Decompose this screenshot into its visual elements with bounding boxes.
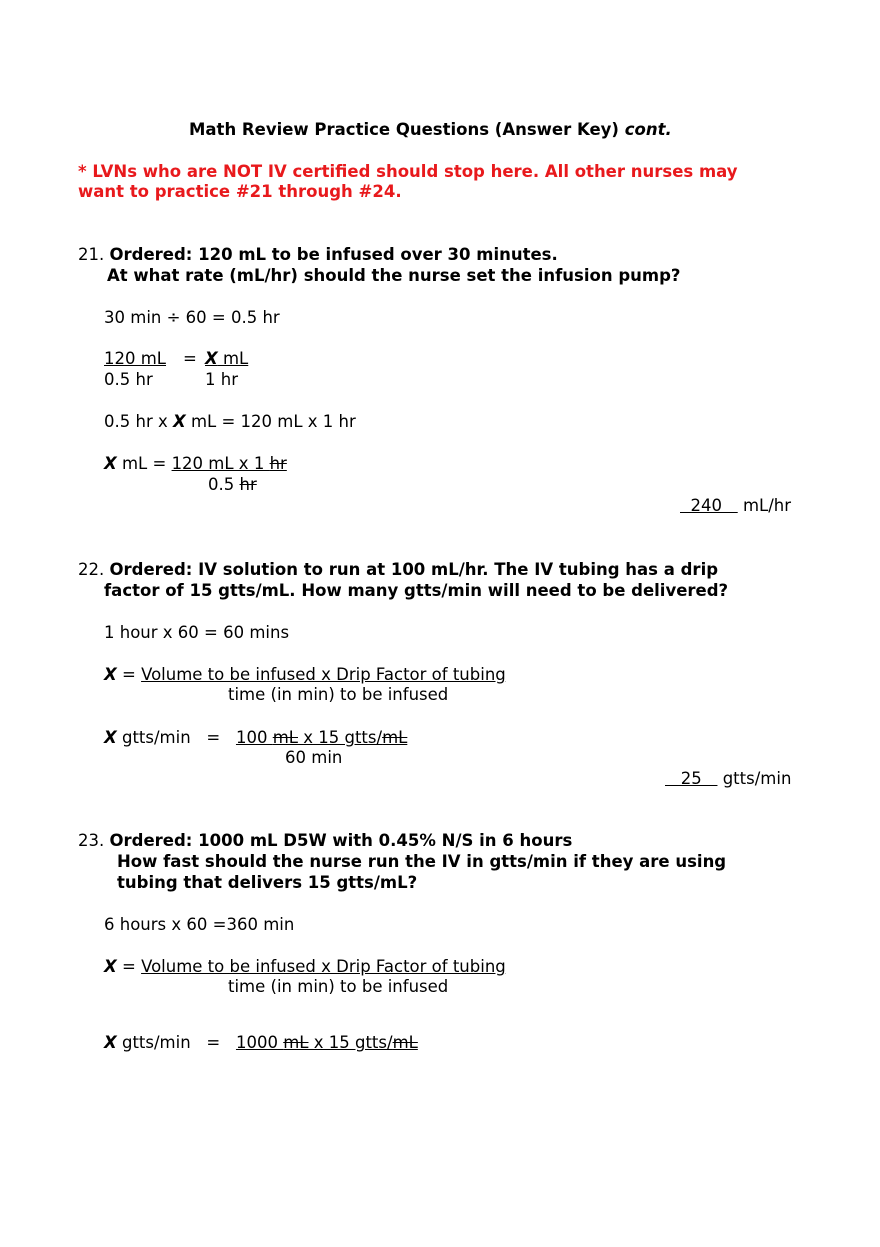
q21-solve-eq: mL =	[116, 454, 172, 473]
q21-solve-num-strike: hr	[269, 454, 287, 473]
q21-order	[78, 245, 558, 265]
q22-order-line-1	[78, 560, 718, 580]
title-cont: cont.	[624, 120, 672, 139]
q23-question-line-2: tubing that delivers 15 gtts/mL?	[117, 873, 418, 892]
q22-calc-numerator	[104, 728, 407, 748]
q21-cross-a: 0.5 hr x	[104, 412, 173, 431]
q23-formula-denominator: time (in min) to be infused	[228, 977, 449, 996]
q22-number: 22.	[78, 560, 110, 579]
q22-calc-strike-2: mL	[382, 728, 408, 747]
q22-order-line-2: factor of 15 gtts/mL. How many gtts/min will need to be delivered?	[104, 581, 729, 600]
q22-answer	[665, 769, 791, 789]
q22-formula-num: Volume to be infused x Drip Factor of tubing	[141, 665, 506, 684]
q21-prop-den-left: 0.5 hr	[104, 370, 153, 389]
q22-calc-strike-1: mL	[272, 728, 298, 747]
q21-answer-value: 240	[680, 496, 738, 515]
q23-number: 23.	[78, 831, 110, 850]
q23-formula-eq: =	[116, 957, 142, 976]
q22-calc-num-b: x 15 gtts/	[297, 728, 383, 747]
q23-formula-numerator	[104, 957, 506, 977]
q21-answer	[680, 496, 791, 516]
q22-formula-denominator: time (in min) to be infused	[228, 685, 449, 704]
q21-prop-equals: =	[183, 349, 197, 368]
warning-line-1: * LVNs who are NOT IV certified should stop here. All other nurses may	[78, 162, 738, 181]
q23-formula-x: X	[104, 957, 117, 976]
q21-step-1: 30 min ÷ 60 = 0.5 hr	[104, 308, 280, 327]
q21-solve-numerator	[104, 454, 287, 474]
q23-calc-lhs: gtts/min =	[116, 1033, 236, 1052]
q22-formula-numerator	[104, 665, 506, 685]
q21-solve-den: 0.5	[208, 475, 240, 494]
q23-order-text: Ordered: 1000 mL D5W with 0.45% N/S in 6 hours	[109, 831, 573, 850]
q21-prop-right-numerator	[205, 349, 248, 369]
q21-cross-b: mL = 120 mL x 1 hr	[185, 412, 356, 431]
title-main: Math Review Practice Questions (Answer Key)	[189, 120, 625, 139]
q23-step-1: 6 hours x 60 =360 min	[104, 915, 295, 934]
q22-calc-lhs: gtts/min =	[116, 728, 236, 747]
q22-step-1: 1 hour x 60 = 60 mins	[104, 623, 290, 642]
q22-answer-value: 25	[665, 769, 718, 788]
q21-cross-x: X	[172, 412, 186, 431]
q22-answer-unit: gtts/min	[717, 769, 792, 788]
q23-calc-num-a: 1000	[235, 1033, 284, 1052]
q23-calc-num-b: x 15 gtts/	[308, 1033, 393, 1052]
q23-calc-x: X	[104, 1033, 117, 1052]
q21-solve-num: 120 mL x 1	[171, 454, 270, 473]
q21-prop-den-right: 1 hr	[205, 370, 238, 389]
q21-prop-num-right: mL	[217, 349, 249, 368]
q21-cross-multiply	[104, 412, 356, 432]
page-title	[189, 120, 672, 140]
q21-solve-den-strike: hr	[239, 475, 257, 494]
q23-calc-numerator	[104, 1033, 418, 1053]
q22-order-text-1: Ordered: IV solution to run at 100 mL/hr. The IV tubing has a drip	[109, 560, 719, 579]
q21-question: At what rate (mL/hr) should the nurse set the infusion pump?	[107, 266, 681, 285]
q22-formula-eq: =	[116, 665, 142, 684]
q22-calc-x: X	[104, 728, 117, 747]
q23-calc-strike-2: mL	[392, 1033, 418, 1052]
q21-prop-x: X	[205, 349, 218, 368]
q23-order	[78, 831, 572, 851]
q22-calc-denominator: 60 min	[285, 748, 343, 767]
q21-order-text: Ordered: 120 mL to be infused over 30 minutes.	[109, 245, 558, 264]
q22-calc-num-a: 100	[235, 728, 273, 747]
q21-solve-x: X	[104, 454, 117, 473]
q21-proportion-numerator	[104, 349, 166, 369]
q21-answer-unit: mL/hr	[737, 496, 792, 515]
q21-solve-denominator	[208, 475, 257, 495]
q23-formula-num: Volume to be infused x Drip Factor of tubing	[141, 957, 506, 976]
q21-number: 21.	[78, 245, 110, 264]
q23-question-line-1: How fast should the nurse run the IV in gtts/min if they are using	[117, 852, 727, 871]
q23-calc-strike-1: mL	[283, 1033, 309, 1052]
q22-formula-x: X	[104, 665, 117, 684]
warning-line-2: want to practice #21 through #24.	[78, 182, 402, 201]
q21-prop-num-left: 120 mL	[104, 349, 167, 368]
